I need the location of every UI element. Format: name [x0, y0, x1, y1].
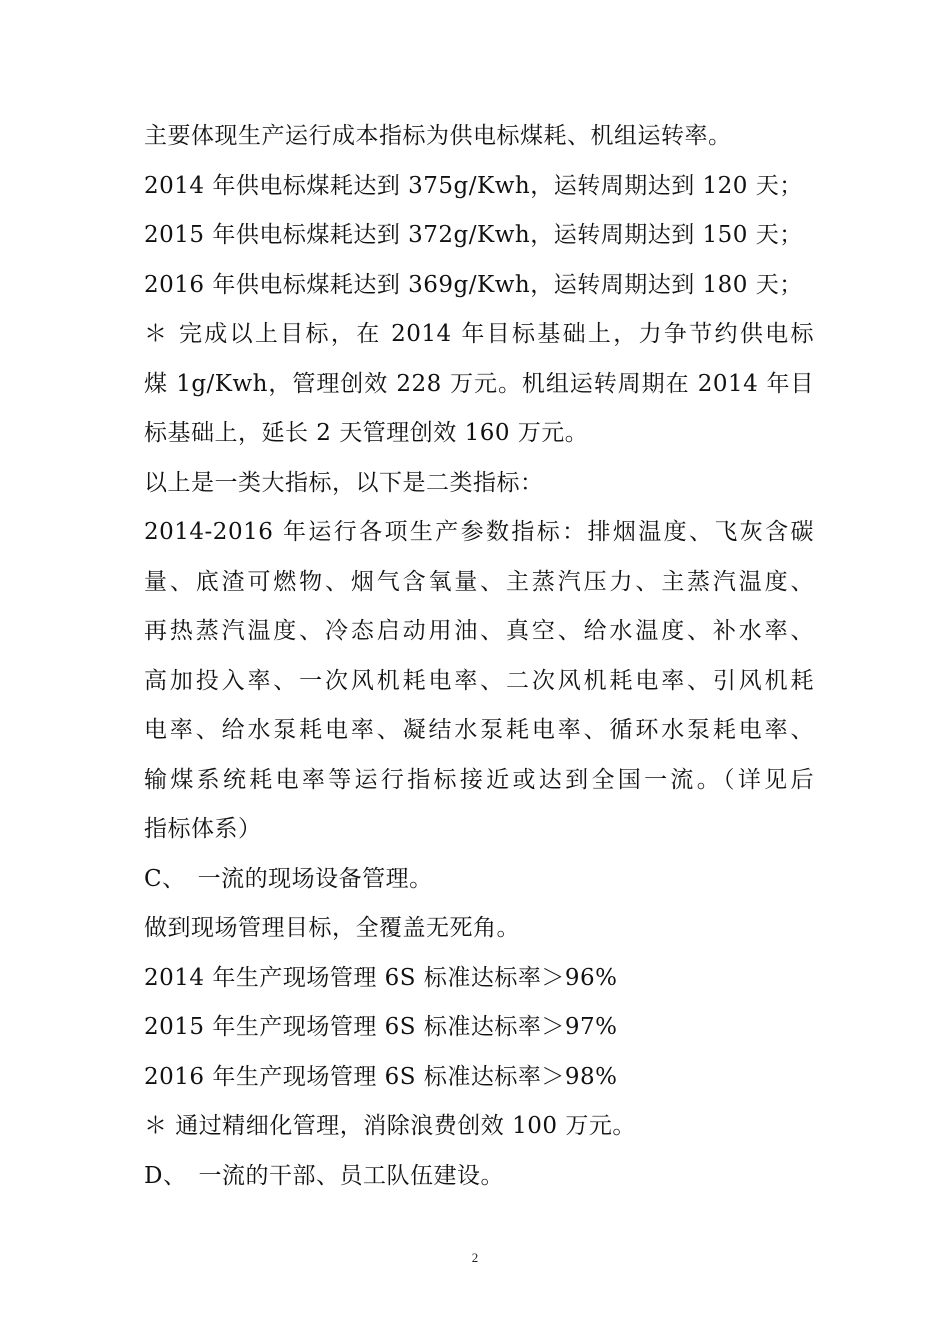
text-line: ＊ 完成以上目标，在 2014 年目标基础上，力争节约供电标 — [144, 321, 814, 347]
text-line: 2014 年生产现场管理 6S 标准达标率＞96% — [144, 964, 618, 991]
text-line: 2015 年供电标煤耗达到 372g/Kwh，运转周期达到 150 天； — [144, 222, 803, 248]
text-line: 输煤系统耗电率等运行指标接近或达到全国一流。（详见后 — [144, 766, 814, 793]
text-line: ＊ 通过精细化管理，消除浪费创效 100 万元。 — [144, 1113, 636, 1139]
text-line: 电率、给水泵耗电率、凝结水泵耗电率、循环水泵耗电率、 — [144, 717, 814, 743]
text-line: 2016 年供电标煤耗达到 369g/Kwh，运转周期达到 180 天； — [144, 271, 803, 298]
text-line: 2014-2016 年运行各项生产参数指标：排烟温度、飞灰含碳 — [144, 519, 814, 545]
text-line: 标基础上，延长 2 天管理创效 160 万元。 — [144, 420, 589, 446]
section-heading-c: C、 一流的现场设备管理。 — [144, 865, 433, 892]
text-line: 主要体现生产运行成本指标为供电标煤耗、机组运转率。 — [144, 123, 732, 149]
page-number: 2 — [471, 1250, 479, 1265]
section-heading-d: D、 一流的干部、员工队伍建设。 — [144, 1162, 504, 1189]
text-line: 2014 年供电标煤耗达到 375g/Kwh，运转周期达到 120 天； — [144, 172, 803, 199]
text-line: 煤 1g/Kwh，管理创效 228 万元。机组运转周期在 2014 年目 — [144, 370, 814, 397]
text-line: 指标体系） — [144, 816, 262, 842]
text-line: 做到现场管理目标，全覆盖无死角。 — [144, 915, 520, 941]
text-line: 高加投入率、一次风机耗电率、二次风机耗电率、引风机耗 — [144, 667, 814, 694]
text-line: 以上是一类大指标，以下是二类指标： — [144, 469, 544, 496]
text-line: 2015 年生产现场管理 6S 标准达标率＞97% — [144, 1014, 618, 1040]
text-line: 量、底渣可燃物、烟气含氧量、主蒸汽压力、主蒸汽温度、 — [144, 568, 814, 595]
body-text — [144, 112, 814, 1201]
text-line: 再热蒸汽温度、冷态启动用油、真空、给水温度、补水率、 — [144, 618, 814, 644]
text-line: 2016 年生产现场管理 6S 标准达标率＞98% — [144, 1063, 618, 1090]
